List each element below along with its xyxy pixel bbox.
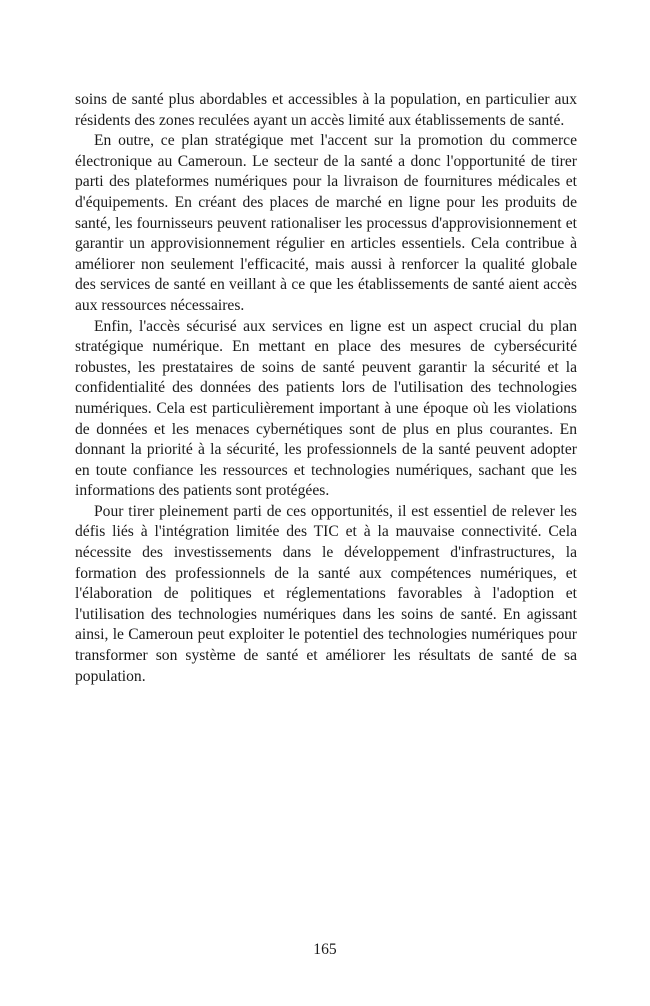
paragraph-continued: soins de santé plus abordables et accessibles à la population, en particulier aux résidents des zones reculées ayant un accès limité aux établissements de santé.: [75, 91, 577, 129]
paragraph-cybersecurity: Enfin, l'accès sécurisé aux services en ligne est un aspect crucial du plan stratégique numérique. En mettant en place des mesures de cybersécurité robustes, les prestataires de soins de santé peuvent garantir la sécurité et la confidentialité des données des patients lors de l'utilisation des technologies numériques. Cela est particulièrement important à une époque où les violations de données et les menaces cybernétiques sont de plus en plus courantes. En donnant la priorité à la sécurité, les professionnels de la santé peuvent adopter en toute confiance les ressources et technologies numériques, sachant que les informations des patients sont protégées.: [75, 317, 577, 500]
page-number: 165: [313, 941, 337, 958]
paragraph-ecommerce: En outre, ce plan stratégique met l'accent sur la promotion du commerce électronique au Cameroun. Le secteur de la santé a donc l'opportunité de tirer parti des plateformes numériques pour la livraison de fournitures médicales et d'équipements. En créant des places de marché en ligne pour les produits de santé, les fournisseurs peuvent rationaliser les processus d'approvisionnement et garantir un approvisionnement régulier en articles essentiels. Cela contribue à améliorer non seulement l'efficacité, mais aussi à renforcer la qualité globale des services de santé en veillant à ce que les établissements de santé aient accès aux ressources nécessaires.: [75, 132, 577, 314]
paragraph-challenges: Pour tirer pleinement parti de ces opportunités, il est essentiel de relever les défis liés à l'intégration limitée des TIC et à la mauvaise connectivité. Cela nécessite des investissements dans le développement d'infrastructures, la formation des professionnels de la santé aux compétences numériques, et l'élaboration de politiques et réglementations favorables à l'adoption et l'utilisation des technologies numériques dans les soins de santé. En agissant ainsi, le Cameroun peut exploiter le potentiel des technologies numériques pour transformer son système de santé et améliorer les résultats de santé de sa population.: [75, 502, 577, 685]
body-text: [75, 90, 577, 687]
